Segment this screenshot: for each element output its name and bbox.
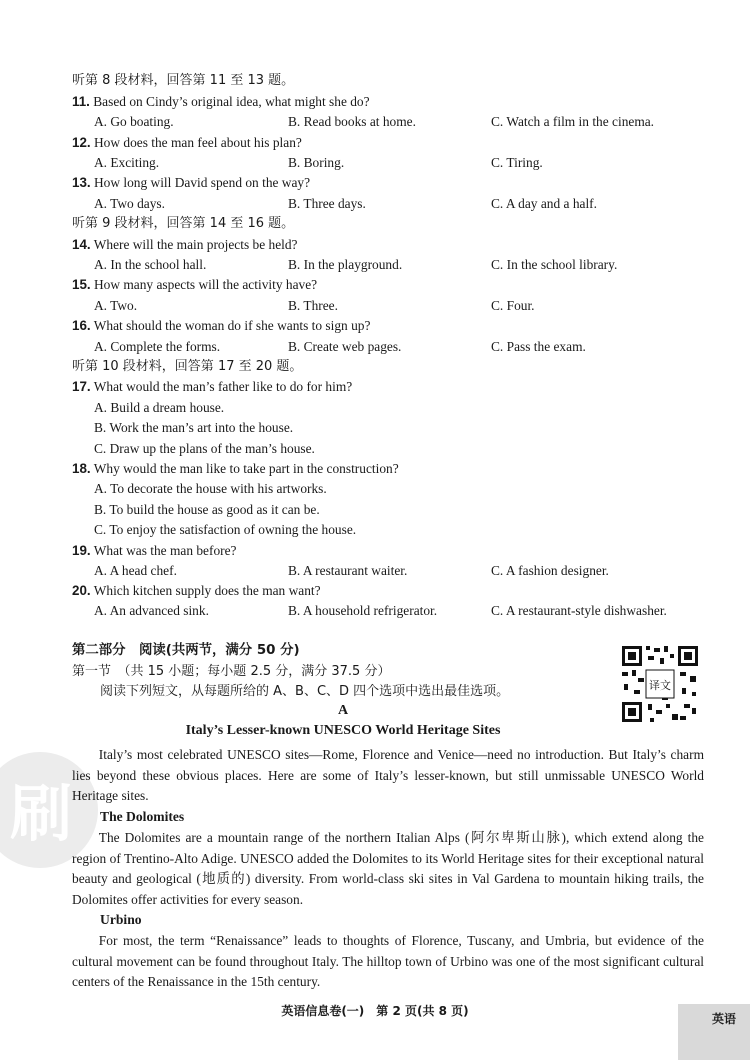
option-c: C. A day and a half.	[491, 196, 597, 211]
option-c: C. A restaurant-style dishwasher.	[491, 603, 667, 618]
question-stem: 18. Why would the man like to take part in the construction?	[72, 461, 399, 476]
option-b: B. A restaurant waiter.	[288, 563, 408, 578]
paragraph-dolomites: The Dolomites are a mountain range of the northern Italian Alps (阿尔卑斯山脉), which extend along the region of Trentino-Alto Adige. UNESCO added the Dolomites to its World Heritage sites for their exceptional natural beauty and geological (地质的) diversity. From world-class ski sites in Val Gardena to mountain hiking trails, the Dolomites offer activities for every season.	[72, 830, 704, 907]
question-stem: 11. Based on Cindy’s original idea, what might she do?	[72, 94, 370, 109]
option-b: B. Three.	[288, 298, 338, 313]
option-a: A. To decorate the house with his artworks.	[94, 481, 327, 496]
svg-text:译文: 译文	[649, 679, 671, 692]
option-b: B. To build the house as good as it can be.	[94, 502, 320, 517]
page-footer: 英语信息卷(一) 第 2 页(共 8 页)	[281, 1004, 469, 1018]
group-intro: 听第 9 段材料，回答第 14 至 16 题。	[72, 216, 295, 231]
svg-text:刷: 刷	[10, 777, 73, 850]
group-intro: 听第 10 段材料，回答第 17 至 20 题。	[72, 359, 303, 374]
option-a: A. Complete the forms.	[94, 339, 221, 354]
option-c: C. Pass the exam.	[491, 339, 586, 354]
question-stem: 12. How does the man feel about his plan?	[72, 135, 302, 150]
subheading-dolomites: The Dolomites	[100, 809, 185, 824]
question-stem: 14. Where will the main projects be held?	[72, 237, 298, 252]
question-stem: 17. What would the man’s father like to do for him?	[72, 379, 353, 394]
option-a: A. Two.	[94, 298, 138, 313]
passage-intro: Italy’s most celebrated UNESCO sites—Rome, Florence and Venice—need no introduction. But Italy’s charm lies beyond these obvious places. Here are some of Italy’s lesser-known, but still unmissable UNESCO World Heritage sites.	[72, 747, 704, 804]
option-b: B. Create web pages.	[288, 339, 402, 354]
option-c: C. Four.	[491, 298, 535, 313]
option-a: A. In the school hall.	[94, 257, 207, 272]
question-stem: 20. Which kitchen supply does the man want?	[72, 583, 321, 598]
option-a: A. An advanced sink.	[94, 603, 209, 618]
option-b: B. Work the man’s art into the house.	[94, 420, 294, 435]
option-a: A. Go boating.	[94, 114, 174, 129]
option-a: A. A head chef.	[94, 563, 177, 578]
question-stem: 15. How many aspects will the activity have?	[72, 277, 318, 292]
option-b: B. Three days.	[288, 196, 366, 211]
question-stem: 16. What should the woman do if she wants to sign up?	[72, 318, 371, 333]
subheading-urbino: Urbino	[100, 912, 142, 927]
option-a: A. Exciting.	[94, 155, 160, 170]
option-b: B. A household refrigerator.	[288, 603, 438, 618]
option-a: A. Build a dream house.	[94, 400, 225, 415]
part-title: 第二部分 阅读(共两节，满分 50 分)	[72, 643, 300, 658]
option-c: C. To enjoy the satisfaction of owning the house.	[94, 522, 357, 537]
passage-letter: A	[337, 703, 349, 718]
option-b: B. Boring.	[288, 155, 345, 170]
option-c: C. A fashion designer.	[491, 563, 609, 578]
subject-tab-label: 英语	[711, 1012, 736, 1026]
option-a: A. Two days.	[94, 196, 165, 211]
group-intro: 听第 8 段材料，回答第 11 至 13 题。	[72, 73, 295, 88]
question-stem: 19. What was the man before?	[72, 543, 237, 558]
option-c: C. Watch a film in the cinema.	[491, 114, 655, 129]
question-stem: 13. How long will David spend on the way?	[72, 175, 311, 190]
option-c: C. In the school library.	[491, 257, 618, 272]
option-c: C. Tiring.	[491, 155, 543, 170]
option-b: B. Read books at home.	[288, 114, 416, 129]
section-title: 第一节 （共 15 小题；每小题 2.5 分，满分 37.5 分）	[72, 664, 391, 679]
option-b: B. In the playground.	[288, 257, 403, 272]
option-c: C. Draw up the plans of the man’s house.	[94, 441, 315, 456]
paragraph-urbino: For most, the term “Renaissance” leads to thoughts of Florence, Tuscany, and Umbria, but evidence of the cultural movement can be found throughout Italy. The hilltop town of Urbino was one of the most significant cultural centers of the Renaissance in the 15th century.	[72, 933, 704, 990]
passage-title: Italy’s Lesser-known UNESCO World Heritage Sites	[185, 723, 501, 738]
reading-instruction: 阅读下列短文，从每题所给的 A、B、C、D 四个选项中选出最佳选项。	[100, 684, 510, 699]
